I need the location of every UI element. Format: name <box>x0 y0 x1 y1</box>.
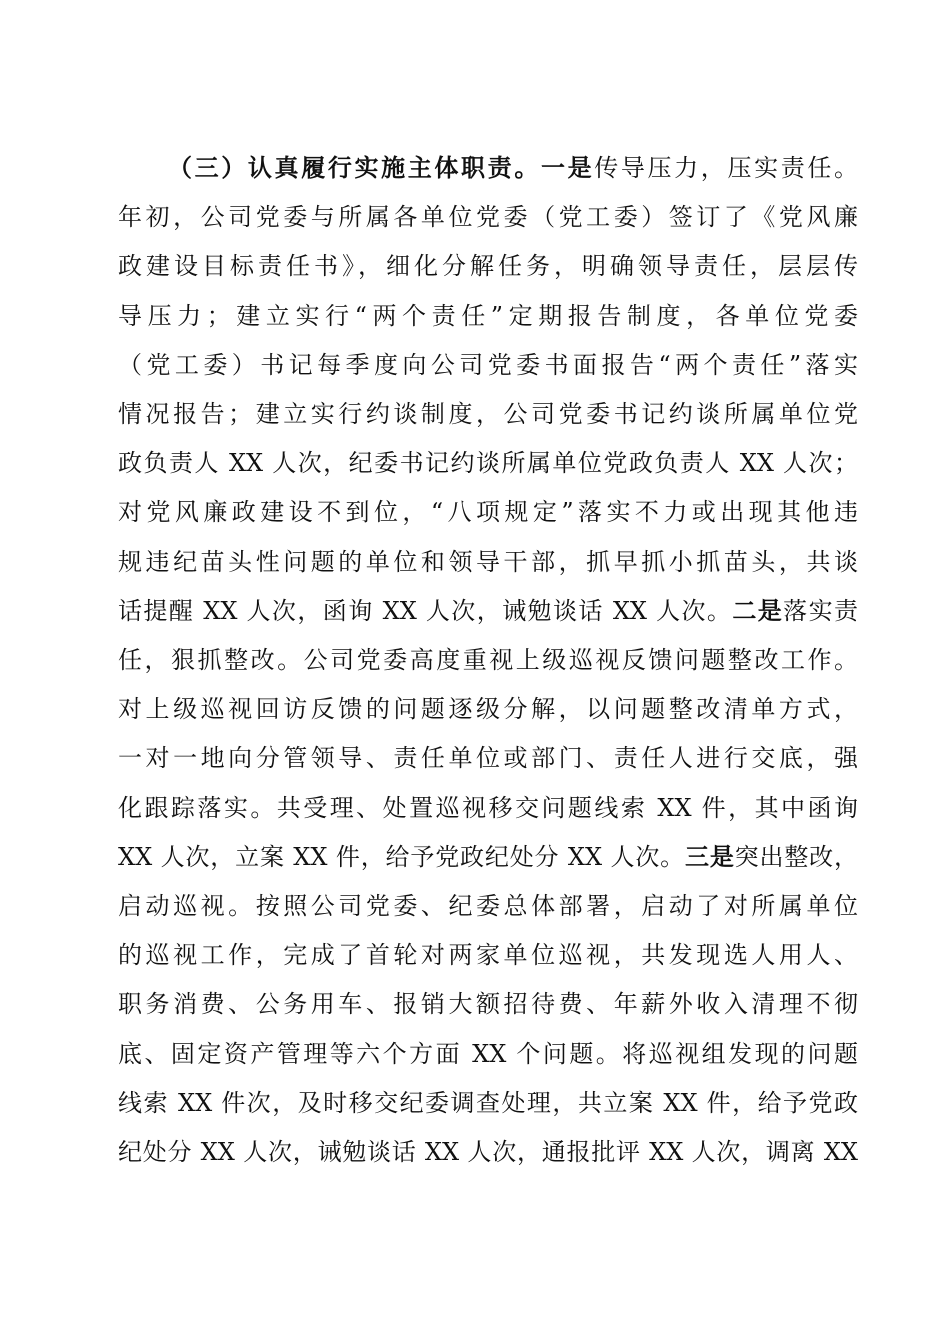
text-line <box>118 837 858 877</box>
text-line <box>118 492 858 532</box>
text-segment: 对上级巡视回访反馈的问题逐级分解，以问题整改清单方式， <box>118 695 858 724</box>
text-line <box>118 591 858 631</box>
text-line <box>118 296 858 336</box>
text-segment: 任，狠抓整改。公司党委高度重视上级巡视反馈问题整改工作。 <box>118 646 858 674</box>
text-segment: （党工委）书记每季度向公司党委书面报告“两个责任”落实 <box>118 350 858 379</box>
text-segment: 规违纪苗头性问题的单位和领导干部，抓早抓小抓苗头，共谈 <box>118 547 858 576</box>
text-segment: 导压力；建立实行“两个责任”定期报告制度，各单位党委 <box>118 301 858 330</box>
text-line <box>118 738 858 778</box>
text-line <box>118 1132 858 1172</box>
text-line <box>118 394 858 434</box>
text-segment: 政建设目标责任书》，细化分解任务，明确领导责任，层层传 <box>118 252 858 281</box>
text-line <box>118 197 858 237</box>
text-line <box>118 788 858 828</box>
text-segment: 话提醒 XX 人次，函询 XX 人次，诫勉谈话 XX 人次。 <box>118 596 733 625</box>
bold-text-segment: 三是 <box>685 842 735 871</box>
text-segment: 启动巡视。按照公司党委、纪委总体部署，启动了对所属单位 <box>118 892 858 920</box>
bold-text-segment: （三）认真履行实施主体职责。 <box>168 154 541 182</box>
text-segment: 传导压力，压实责任。 <box>594 154 859 182</box>
text-segment: 年初，公司党委与所属各单位党委（党工委）签订了《党风廉 <box>118 203 858 232</box>
text-line <box>118 443 858 483</box>
text-segment: 纪处分 XX 人次，诫勉谈话 XX 人次，通报批评 XX 人次，调离 XX <box>118 1138 858 1166</box>
text-segment: 落实责 <box>783 596 859 625</box>
text-segment: 线索 XX 件次，及时移交纪委调查处理，共立案 XX 件，给予党政 <box>118 1088 858 1117</box>
text-line <box>118 935 858 975</box>
text-line <box>118 689 858 729</box>
text-line <box>118 345 858 385</box>
text-segment: 底、固定资产管理等六个方面 XX 个问题。将巡视组发现的问题 <box>118 1039 858 1068</box>
text-line <box>118 246 858 286</box>
bold-text-segment: 二是 <box>732 596 784 625</box>
text-line <box>118 886 858 926</box>
text-segment: XX 人次，立案 XX 件，给予党政纪处分 XX 人次。 <box>118 842 685 871</box>
text-line <box>118 984 858 1024</box>
text-segment: 的巡视工作，完成了首轮对两家单位巡视，共发现选人用人、 <box>118 941 858 970</box>
text-line <box>118 542 858 582</box>
text-segment: 情况报告；建立实行约谈制度，公司党委书记约谈所属单位党 <box>118 400 858 428</box>
text-segment: 一对一地向分管领导、责任单位或部门、责任人进行交底，强 <box>118 744 858 773</box>
text-line <box>168 148 858 188</box>
text-segment: 政负责人 XX 人次，纪委书记约谈所属单位党政负责人 XX 人次； <box>118 449 858 478</box>
text-segment: 突出整改， <box>734 842 859 871</box>
bold-text-segment: 一是 <box>540 154 595 182</box>
text-line <box>118 640 858 680</box>
text-line <box>118 1083 858 1123</box>
text-segment: 化跟踪落实。共受理、处置巡视移交问题线索 XX 件，其中函询 <box>118 793 858 822</box>
text-segment: 职务消费、公务用车、报销大额招待费、年薪外收入清理不彻 <box>118 990 858 1019</box>
text-segment: 对党风廉政建设不到位，“八项规定”落实不力或出现其他违 <box>118 498 858 527</box>
text-line <box>118 1034 858 1074</box>
